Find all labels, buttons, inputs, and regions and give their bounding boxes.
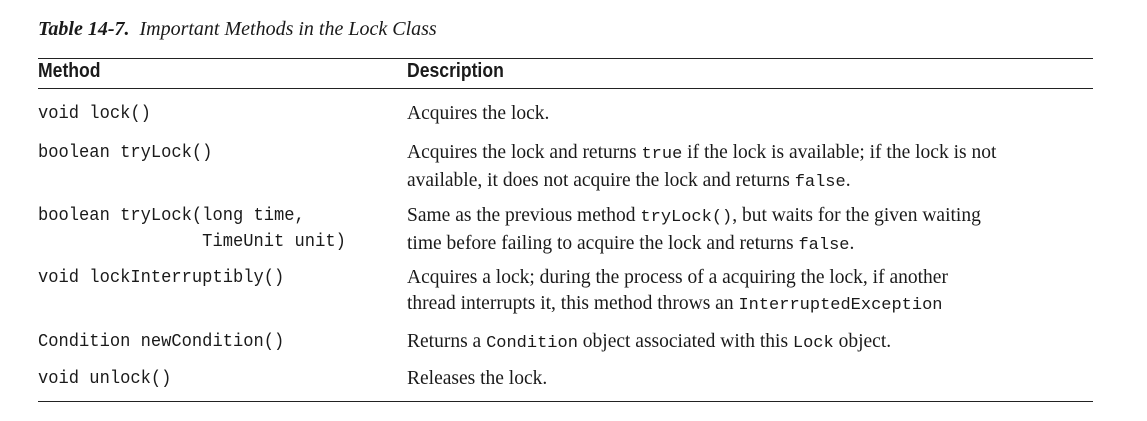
- method-signature: void lock(): [38, 104, 151, 124]
- method-description: Returns a Condition object associated with this Lock object.: [407, 331, 892, 353]
- inline-code: false: [798, 236, 850, 255]
- table-header-rule: [38, 88, 1093, 89]
- method-description: Releases the lock.: [407, 368, 548, 389]
- method-description: Acquires the lock and returns true if the lock is available; if the lock is not available, it does not acquire the lock and returns false.: [407, 142, 997, 192]
- inline-code: Lock: [792, 334, 834, 353]
- header-method: Method: [38, 60, 101, 82]
- method-signature: boolean tryLock(): [38, 143, 213, 163]
- method-description: Acquires the lock.: [407, 103, 550, 124]
- method-signature: void lockInterruptibly(): [38, 268, 285, 288]
- table-number: Table 14-7.: [38, 18, 130, 40]
- inline-code: tryLock(): [640, 208, 733, 227]
- inline-code: InterruptedException: [738, 296, 943, 315]
- inline-code: true: [641, 145, 683, 164]
- inline-code: Condition: [486, 334, 578, 353]
- table-title: Important Methods in the Lock Class: [139, 18, 437, 40]
- method-signature: Condition newCondition(): [38, 332, 285, 352]
- method-description: Acquires a lock; during the process of a acquiring the lock, if another thread interrupts it, this method throws an InterruptedException: [407, 267, 948, 315]
- table-caption: [38, 18, 437, 41]
- method-signature: boolean tryLock(long time, TimeUnit unit): [38, 206, 346, 252]
- inline-code: false: [794, 173, 846, 192]
- table-top-rule: [38, 58, 1093, 59]
- table-bottom-rule: [38, 401, 1093, 402]
- method-description: Same as the previous method tryLock(), but waits for the given waiting time before failing to acquire the lock and returns false.: [407, 205, 981, 255]
- header-description: Description: [407, 60, 504, 82]
- method-signature: void unlock(): [38, 369, 172, 389]
